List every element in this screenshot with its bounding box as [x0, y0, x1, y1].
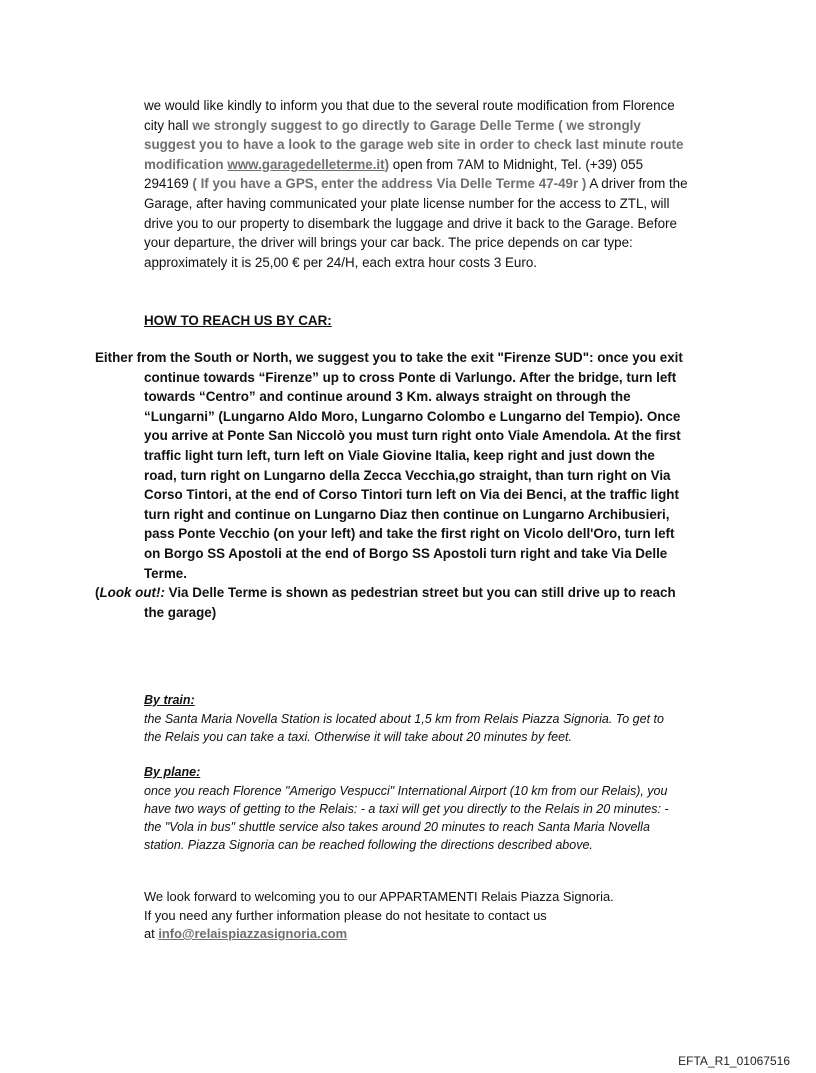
look-out-note	[95, 583, 685, 622]
closing-contact: If you need any further information please do not hesitate to contact us	[144, 907, 547, 923]
look-out-paren: (	[95, 585, 100, 601]
look-out-label: Look out!:	[99, 585, 165, 601]
look-out-text: Via Delle Terme is shown as pedestrian street but you can still drive up to reach the garage)	[144, 585, 676, 620]
car-directions-text: Either from the South or North, we suggest you to take the exit "Firenze SUD": once you exit continue towards “Firenze” up to cross Ponte di Varlungo. After the bridge, turn left towards “Centro” and continue around 3 Km. always straight on through the “Lungarni” (Lungarno Aldo Moro, Lungarno Colombo e Lungarno del Tempio). Once you arrive at Ponte San Niccolò you must turn right onto Viale Amendola. At the first traffic light turn left, turn left on Viale Giovine Italia, keep right and just down the road, turn right on Lungarno della Zecca Vecchia,go straight, than turn right on Via Corso Tintori, at the end of Corso Tintori turn left on Via dei Benci, at the traffic light turn right and continue on Lungarno Diaz then continue on Lungarno Archibusieri, pass Ponte Vecchio (on your left) and take the first right on Vicolo dell'Oro, turn left on Borgo SS Apostoli at the end of Borgo SS Apostoli turn right and take Via Delle Terme.	[95, 350, 683, 581]
closing-at: at	[144, 926, 159, 941]
closing-welcome: We look forward to welcoming you to our APPARTAMENTI Relais Piazza Signoria.	[144, 889, 614, 904]
by-plane-text: once you reach Florence "Amerigo Vespucci" International Airport (10 km from our Relais), you have two ways of getting to the Relais: - a taxi will get you directly to the Relais in 20 minutes: - the "Vola in bus" shuttle service also takes around 20 minutes to reach Santa Maria Novella station. Piazza Signoria can be reached following the directions described above.	[144, 784, 669, 852]
by-train-text: the Santa Maria Novella Station is located about 1,5 km from Relais Piazza Signoria. To get to the Relais you can take a taxi. Otherwise it will take about 20 minutes by feet.	[144, 712, 664, 744]
by-plane-heading: By plane:	[144, 765, 201, 779]
document-id: EFTA_R1_01067516	[678, 1054, 790, 1068]
car-directions-heading: HOW TO REACH US BY CAR:	[144, 313, 332, 328]
garage-hours-phone: open from 7AM to Midnight, Tel. (+39) 055 294169	[144, 156, 644, 192]
by-train-heading: By train:	[144, 693, 195, 707]
garage-suggestion-close: )	[384, 156, 390, 172]
garage-suggestion: we strongly suggest to go directly to Garage Delle Terme ( we strongly suggest you to have a look to the garage web site in order to check last minute route modification	[144, 117, 684, 172]
closing-email-line	[144, 925, 694, 944]
gps-address-note: ( If you have a GPS, enter the address Via Delle Terme 47-49r )	[192, 176, 587, 192]
closing-block	[144, 888, 694, 944]
garage-info-paragraph	[144, 96, 689, 272]
contact-email-link[interactable]: info@relaispiazzasignoria.com	[158, 926, 348, 941]
intro-text: we would like kindly to inform you that due to the several route modification from Florence city hall	[144, 98, 675, 133]
garage-website-link[interactable]: www.garagedelleterme.it	[227, 156, 385, 172]
garage-driver-details: A driver from the Garage, after having communicated your plate license number for the access to ZTL, will drive you to our property to disembark the luggage and drive it back to the Garage. Before your departure, the driver will brings your car back. The price depends on car type: approximately it is 25,00 € per 24/H, each extra hour costs 3 Euro.	[144, 176, 688, 270]
car-directions	[95, 348, 685, 622]
